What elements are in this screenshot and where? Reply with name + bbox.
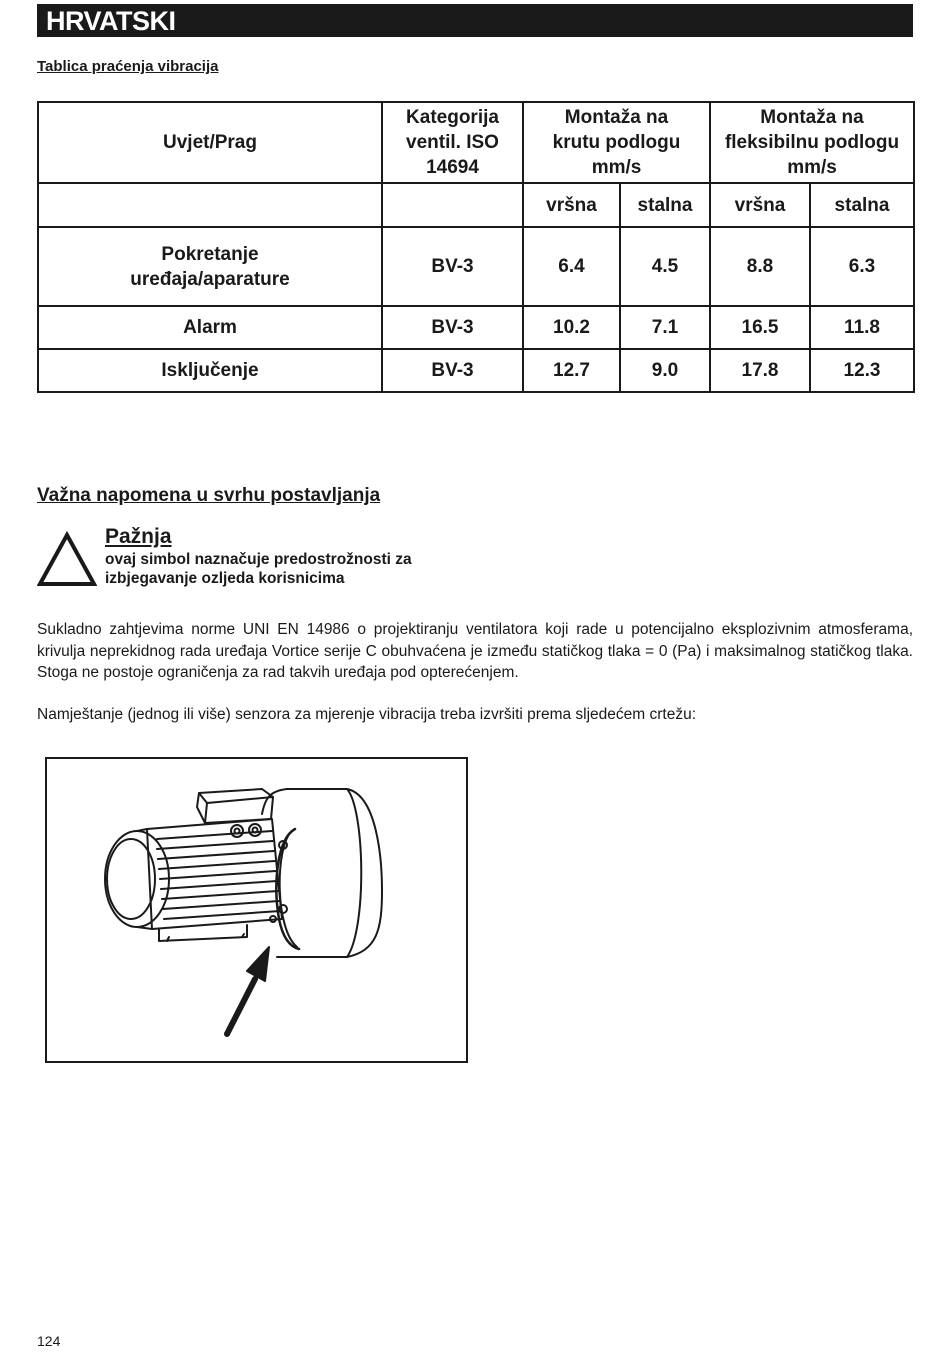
row-condition: Pokretanje uređaja/aparature	[38, 227, 382, 306]
subheader-rigid-steady: stalna	[620, 183, 710, 227]
row-category: BV-3	[382, 227, 523, 306]
table-row	[38, 227, 914, 306]
subheader-rigid-peak: vršna	[523, 183, 620, 227]
warning-title: Pažnja	[105, 525, 172, 548]
header-condition: Uvjet/Prag	[38, 102, 382, 183]
header-flexible-mount: Montaža na fleksibilnu podlogu mm/s	[710, 102, 914, 183]
figure-frame	[45, 757, 468, 1063]
row-condition: Isključenje	[38, 349, 382, 392]
table-subheader-row	[38, 183, 914, 227]
row-flex-peak: 16.5	[710, 306, 810, 349]
warning-text: ovaj simbol naznačuje predostrožnosti za izbjegavanje ozljeda korisnicima	[105, 551, 412, 587]
language-title: HRVATSKI	[46, 6, 176, 36]
warning-triangle-icon	[37, 531, 97, 587]
row-condition: Alarm	[38, 306, 382, 349]
subheader-empty	[382, 183, 523, 227]
table-row	[38, 349, 914, 392]
row-rigid-steady: 4.5	[620, 227, 710, 306]
row-flex-steady: 12.3	[810, 349, 914, 392]
table-caption: Tablica praćenja vibracija	[37, 58, 219, 75]
sensor-paragraph: Namještanje (jednog ili više) senzora za mjerenje vibracija treba izvršiti prema sljedećem crtežu:	[37, 706, 697, 723]
row-rigid-peak: 10.2	[523, 306, 620, 349]
header-rigid-mount: Montaža na krutu podlogu mm/s	[523, 102, 710, 183]
row-rigid-steady: 7.1	[620, 306, 710, 349]
row-flex-peak: 17.8	[710, 349, 810, 392]
row-rigid-peak: 12.7	[523, 349, 620, 392]
row-flex-steady: 6.3	[810, 227, 914, 306]
row-rigid-steady: 9.0	[620, 349, 710, 392]
row-flex-peak: 8.8	[710, 227, 810, 306]
vibration-table	[37, 101, 915, 393]
standard-paragraph: Sukladno zahtjevima norme UNI EN 14986 o projektiranju ventilatora koji rade u potencijalno eksplozivnim atmosferama, krivulja neprekidnog rada uređaja Vortice serije C obuhvaćena je između statičkog tlaka = 0 (Pa) i maksimalnog statičkog tlaka. Stoga ne postoje ograničenja za rad takvih uređaja pod opterećenjem.	[37, 621, 913, 681]
row-category: BV-3	[382, 306, 523, 349]
subheader-flex-steady: stalna	[810, 183, 914, 227]
subheader-flex-peak: vršna	[710, 183, 810, 227]
language-header	[37, 4, 913, 37]
row-category: BV-3	[382, 349, 523, 392]
row-rigid-peak: 6.4	[523, 227, 620, 306]
section-title: Važna napomena u svrhu postavljanja	[37, 485, 381, 506]
table-header-row	[38, 102, 914, 183]
table-row	[38, 306, 914, 349]
row-flex-steady: 11.8	[810, 306, 914, 349]
subheader-empty	[38, 183, 382, 227]
header-category: Kategorija ventil. ISO 14694	[382, 102, 523, 183]
page-number: 124	[37, 1333, 61, 1349]
fan-motor-illustration	[47, 759, 466, 1061]
